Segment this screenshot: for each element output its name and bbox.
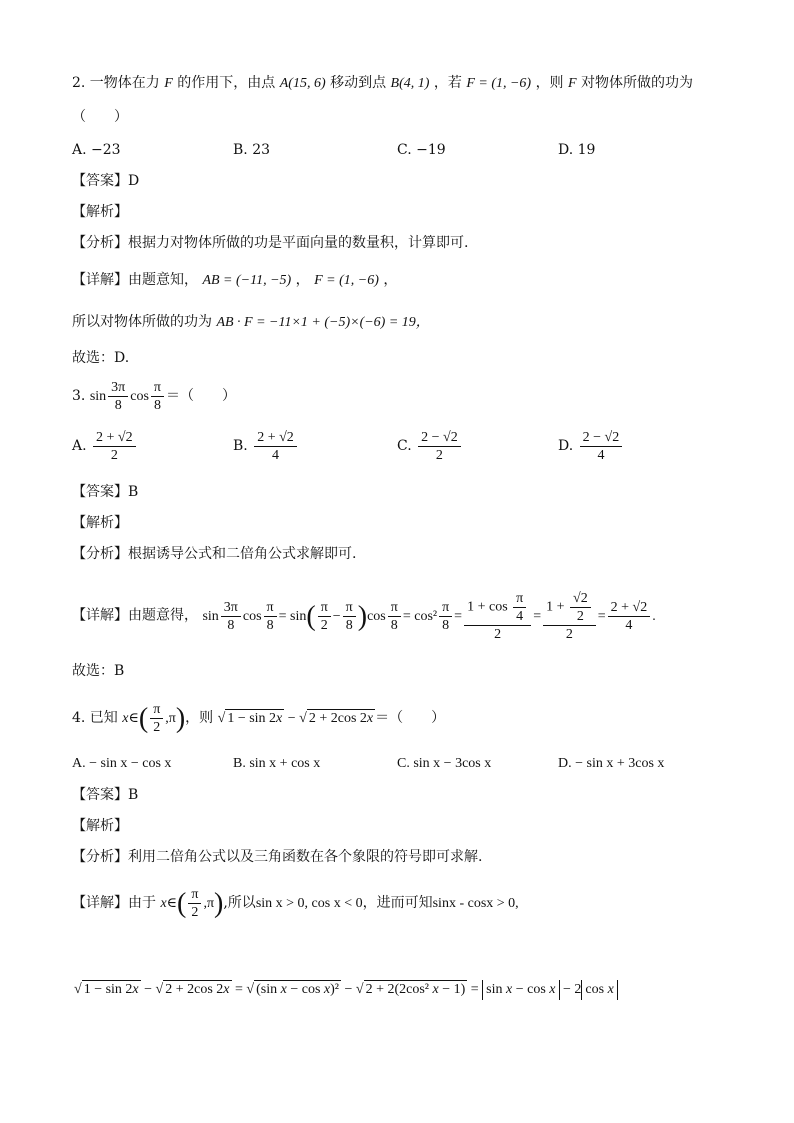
vector-ab: AB = (−11, −5) [202, 273, 292, 288]
sign-result: sinx - cosx > 0, [432, 896, 519, 911]
fenxi-label: 【分析】 [72, 235, 128, 251]
q4-derivation: √ 1 − sin 2x − √ 2 + 2cos 2x = √ (sin x − cos x)² − √ 2 + 2(2cos² x − 1) = sin x − cos x − 2 cos x [74, 972, 618, 1007]
q2-option-d: D. 19 [558, 142, 596, 158]
q2-work [72, 311, 430, 334]
fenxi-label: 【分析】 [72, 849, 128, 865]
q4-xiangjie [72, 883, 519, 924]
q2-stem-text: ，则 [535, 75, 564, 91]
q3-analysis-label: 【解析】 [72, 515, 128, 531]
force-symbol: F [164, 76, 173, 91]
option-label: C. [397, 438, 412, 454]
fenxi-text: 根据力对物体所做的功是平面向量的数量积，计算即可. [128, 235, 469, 251]
work-expression: AB · F = −11×1 + (−5)×(−6) = 19， [216, 315, 430, 330]
option-label: B. [233, 438, 248, 454]
comma: ， [295, 272, 310, 288]
force-symbol: F [568, 76, 577, 91]
q4-condition: x∈( $\frac{\pi}{2}$ ,π) [160, 887, 224, 921]
q4-option-a: A. − sin x − cos x [72, 756, 172, 771]
fenxi-text: 根据诱导公式和二倍角公式求解即可. [128, 546, 357, 562]
option-label: D. [558, 438, 574, 454]
q4-stem-text: ，则 [185, 710, 214, 726]
q2-answer [72, 170, 139, 192]
q2-option-b: B. 23 [233, 142, 271, 158]
q2-answer-paren: （ ） [72, 109, 128, 125]
option-den: 2 [435, 447, 443, 463]
q2-stem [72, 72, 693, 95]
q4-fenxi [72, 846, 482, 868]
answer-label: 【答案】 [72, 787, 128, 803]
q2-choice: 故选：D. [72, 350, 130, 366]
option-num: 2 + √2 [254, 429, 297, 447]
q2-stem-text: 移动到点 [330, 75, 387, 91]
answer-value: D [128, 173, 140, 189]
option-label: A. [72, 438, 87, 454]
xiangjie-label: 【详解】 [72, 272, 128, 288]
q2-stem-text: 的作用下，由点 [177, 75, 276, 91]
option-den: 4 [272, 447, 279, 463]
q3-expr: sin $\frac{3\pi}{8}$ cos $\frac{\pi}{8}$ [90, 389, 166, 404]
q3-fenxi [72, 543, 356, 565]
q3-answer [72, 481, 138, 503]
answer-label: 【答案】 [72, 173, 128, 189]
xiangjie-text: 由题意知， [128, 272, 198, 288]
option-num: 2 − √2 [418, 429, 461, 447]
q3-option-d [558, 426, 624, 466]
vector-f: F = (1, −6) [314, 273, 379, 288]
xiangjie-text: ，进而可知 [362, 895, 433, 911]
answer-value: B [128, 787, 139, 803]
point-b: B(4, 1) [390, 76, 430, 91]
option-num: 2 − √2 [580, 429, 623, 447]
q4-paren: ＝（ ） [375, 710, 446, 726]
q3-stem [72, 378, 236, 415]
q4-answer [72, 784, 138, 806]
q4-analysis-label: 【解析】 [72, 818, 128, 834]
q4-option-d: D. − sin x + 3cos x [558, 756, 665, 771]
q3-choice: 故选：B [72, 663, 125, 679]
answer-label: 【答案】 [72, 484, 128, 500]
q2-stem-text: 2. 一物体在力 [72, 75, 160, 91]
xiangjie-label: 【详解】 [72, 895, 128, 911]
q3-option-b [233, 426, 299, 466]
xiangjie-label: 【详解】 [72, 607, 128, 624]
point-a: A(15, 6) [279, 76, 326, 91]
q3-xiangjie [72, 590, 656, 643]
xiangjie-text: 由题意得， [128, 607, 198, 624]
force-vector: F = (1, −6) [466, 76, 532, 91]
q3-derivation: sin $\frac{3\pi}{8}$ cos $\frac{\pi}{8}$ = sin( $\frac{\pi}{2}$ − $\frac{\pi}{8}$ )cos $\frac{\pi}{8}$ = cos² $\frac{\pi}{8}$ = 1 + cos $\frac{\pi}{4}$ 2 = 1 + $\frac{√2}{2}$ 2 = $\frac{2 + √2}{4}$ . [202, 591, 656, 642]
q3-option-c [397, 426, 463, 466]
q2-fenxi [72, 232, 468, 254]
option-den: 2 [110, 447, 118, 463]
q4-option-c: C. sin x − 3cos x [397, 756, 492, 771]
xiangjie-text: ,所以 [223, 895, 256, 911]
xiangjie-text: 由于 [128, 895, 156, 911]
work-text: 所以对物体所做的功为 [72, 314, 212, 330]
fenxi-text: 利用二倍角公式以及三角函数在各个象限的符号即可求解. [128, 849, 483, 865]
q2-option-c: C. −19 [397, 142, 446, 158]
sign-condition: sin x > 0, cos x < 0 [255, 896, 363, 911]
option-num: 2 + √2 [93, 429, 136, 447]
q2-stem-text: ，若 [433, 75, 462, 91]
q2-option-a: A. −23 [72, 142, 121, 158]
q4-stem-text: 4. 已知 [72, 710, 118, 726]
q2-xiangjie [72, 269, 397, 292]
q3-option-a [72, 426, 138, 466]
option-den: 4 [597, 447, 605, 463]
answer-value: B [128, 484, 139, 500]
q2-analysis-label: 【解析】 [72, 204, 128, 220]
q3-number: 3. [72, 388, 86, 404]
q3-paren: ＝（ ） [165, 388, 236, 404]
q4-expr: √ 1 − sin 2x − √ 2 + 2cos 2x [217, 711, 374, 726]
comma: ， [383, 272, 398, 288]
fenxi-label: 【分析】 [72, 546, 128, 562]
q4-option-b: B. sin x + cos x [233, 756, 321, 771]
q4-condition: x∈( $\frac{\pi}{2}$ ,π) [122, 702, 186, 736]
q4-stem [72, 698, 445, 739]
q2-stem-text: 对物体所做的功为 [581, 75, 694, 91]
